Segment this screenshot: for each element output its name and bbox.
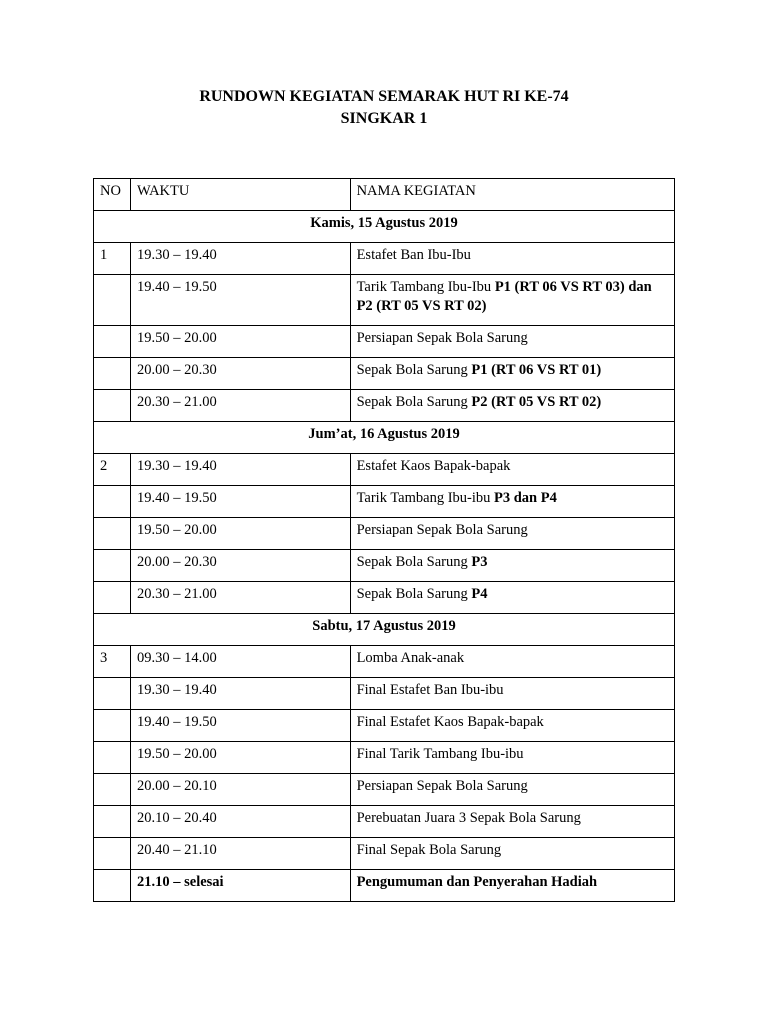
cell-nama-kegiatan (350, 518, 674, 550)
date-label (94, 211, 675, 243)
table-row (94, 518, 675, 550)
activity-match: P4 (471, 586, 488, 602)
cell-waktu: 19.40 – 19.50 (130, 710, 350, 742)
cell-waktu: 20.30 – 21.00 (130, 582, 350, 614)
table-row (94, 646, 675, 678)
cell-waktu: 19.50 – 20.00 (130, 742, 350, 774)
cell-no: 3 (94, 646, 131, 678)
cell-nama-kegiatan (350, 774, 674, 806)
cell-no (94, 838, 131, 870)
rundown-table-body (94, 179, 675, 902)
table-row (94, 550, 675, 582)
cell-waktu: 20.00 – 20.30 (130, 550, 350, 582)
activity-name: Sepak Bola Sarung (356, 362, 472, 378)
cell-no (94, 550, 131, 582)
cell-waktu: 20.00 – 20.10 (130, 774, 350, 806)
cell-waktu: 19.50 – 20.00 (130, 518, 350, 550)
cell-waktu: 19.40 – 19.50 (130, 486, 350, 518)
table-row (94, 806, 675, 838)
date-row (94, 614, 675, 646)
table-row (94, 326, 675, 358)
activity-name: Sepak Bola Sarung (356, 394, 472, 410)
activity-name: Final Estafet Kaos Bapak-bapak (356, 714, 544, 730)
table-row (94, 742, 675, 774)
cell-no (94, 358, 131, 390)
cell-waktu: 20.40 – 21.10 (130, 838, 350, 870)
document-title: RUNDOWN KEGIATAN SEMARAK HUT RI KE-74 (199, 88, 569, 105)
activity-name: Sepak Bola Sarung (356, 554, 472, 570)
table-row (94, 454, 675, 486)
table-row (94, 774, 675, 806)
cell-no (94, 390, 131, 422)
date-text: Jum’at, 16 Agustus 2019 (308, 426, 460, 442)
cell-nama-kegiatan (350, 326, 674, 358)
cell-no (94, 326, 131, 358)
date-row (94, 422, 675, 454)
activity-match: P2 (RT 05 VS RT 02) (471, 394, 602, 410)
date-text: Sabtu, 17 Agustus 2019 (312, 618, 456, 634)
cell-waktu: 19.30 – 19.40 (130, 454, 350, 486)
date-row (94, 211, 675, 243)
activity-name: Final Tarik Tambang Ibu-ibu (356, 746, 524, 762)
header-no: NO (94, 179, 131, 211)
date-label (94, 422, 675, 454)
activity-name: Persiapan Sepak Bola Sarung (356, 778, 528, 794)
cell-nama-kegiatan (350, 678, 674, 710)
cell-no (94, 275, 131, 326)
table-row (94, 710, 675, 742)
cell-nama-kegiatan (350, 486, 674, 518)
activity-name: Persiapan Sepak Bola Sarung (356, 522, 528, 538)
table-row-final (94, 870, 675, 902)
activity-name: Estafet Ban Ibu-Ibu (356, 247, 471, 263)
cell-waktu: 19.30 – 19.40 (130, 678, 350, 710)
cell-no: 1 (94, 243, 131, 275)
table-header-row (94, 179, 675, 211)
cell-no: 2 (94, 454, 131, 486)
activity-name: Perebuatan Juara 3 Sepak Bola Sarung (356, 810, 581, 826)
cell-nama-kegiatan (350, 454, 674, 486)
activity-name: Final Sepak Bola Sarung (356, 842, 502, 858)
cell-waktu: 21.10 – selesai (130, 870, 350, 902)
cell-no (94, 742, 131, 774)
cell-no (94, 486, 131, 518)
cell-nama-kegiatan: Pengumuman dan Penyerahan Hadiah (350, 870, 674, 902)
cell-nama-kegiatan (350, 550, 674, 582)
cell-no (94, 774, 131, 806)
activity-name: Persiapan Sepak Bola Sarung (356, 330, 528, 346)
cell-waktu: 19.40 – 19.50 (130, 275, 350, 326)
cell-waktu: 20.10 – 20.40 (130, 806, 350, 838)
table-row (94, 838, 675, 870)
cell-no (94, 806, 131, 838)
cell-nama-kegiatan (350, 806, 674, 838)
cell-waktu: 19.30 – 19.40 (130, 243, 350, 275)
cell-nama-kegiatan (350, 390, 674, 422)
activity-name: Estafet Kaos Bapak-bapak (356, 458, 511, 474)
cell-nama-kegiatan (350, 838, 674, 870)
date-label (94, 614, 675, 646)
activity-match: P1 (RT 06 VS RT 03) dan P2 (RT 05 VS RT 02) (356, 279, 652, 314)
rundown-table (93, 178, 675, 902)
table-row (94, 275, 675, 326)
document-subtitle: SINGKAR 1 (340, 110, 428, 127)
cell-no (94, 678, 131, 710)
table-row (94, 678, 675, 710)
cell-nama-kegiatan (350, 358, 674, 390)
cell-no (94, 582, 131, 614)
cell-no (94, 518, 131, 550)
activity-name: Final Estafet Ban Ibu-ibu (356, 682, 504, 698)
cell-nama-kegiatan (350, 243, 674, 275)
activity-name: Tarik Tambang Ibu-Ibu (356, 279, 495, 295)
header-nama-kegiatan: NAMA KEGIATAN (350, 179, 674, 211)
cell-no (94, 870, 131, 902)
header-waktu: WAKTU (130, 179, 350, 211)
cell-nama-kegiatan (350, 742, 674, 774)
table-row (94, 390, 675, 422)
activity-match: P3 dan P4 (494, 490, 557, 506)
activity-name: Tarik Tambang Ibu-ibu (356, 490, 495, 506)
cell-waktu: 20.00 – 20.30 (130, 358, 350, 390)
activity-name: Sepak Bola Sarung (356, 586, 472, 602)
activity-name: Lomba Anak-anak (356, 650, 465, 666)
cell-nama-kegiatan (350, 710, 674, 742)
table-row (94, 486, 675, 518)
activity-match: P3 (471, 554, 488, 570)
cell-waktu: 19.50 – 20.00 (130, 326, 350, 358)
table-row (94, 358, 675, 390)
cell-nama-kegiatan (350, 646, 674, 678)
cell-no (94, 710, 131, 742)
cell-waktu: 09.30 – 14.00 (130, 646, 350, 678)
table-row (94, 582, 675, 614)
date-text: Kamis, 15 Agustus 2019 (310, 215, 458, 231)
cell-nama-kegiatan (350, 275, 674, 326)
cell-waktu: 20.30 – 21.00 (130, 390, 350, 422)
activity-match: P1 (RT 06 VS RT 01) (471, 362, 602, 378)
cell-nama-kegiatan (350, 582, 674, 614)
table-row (94, 243, 675, 275)
